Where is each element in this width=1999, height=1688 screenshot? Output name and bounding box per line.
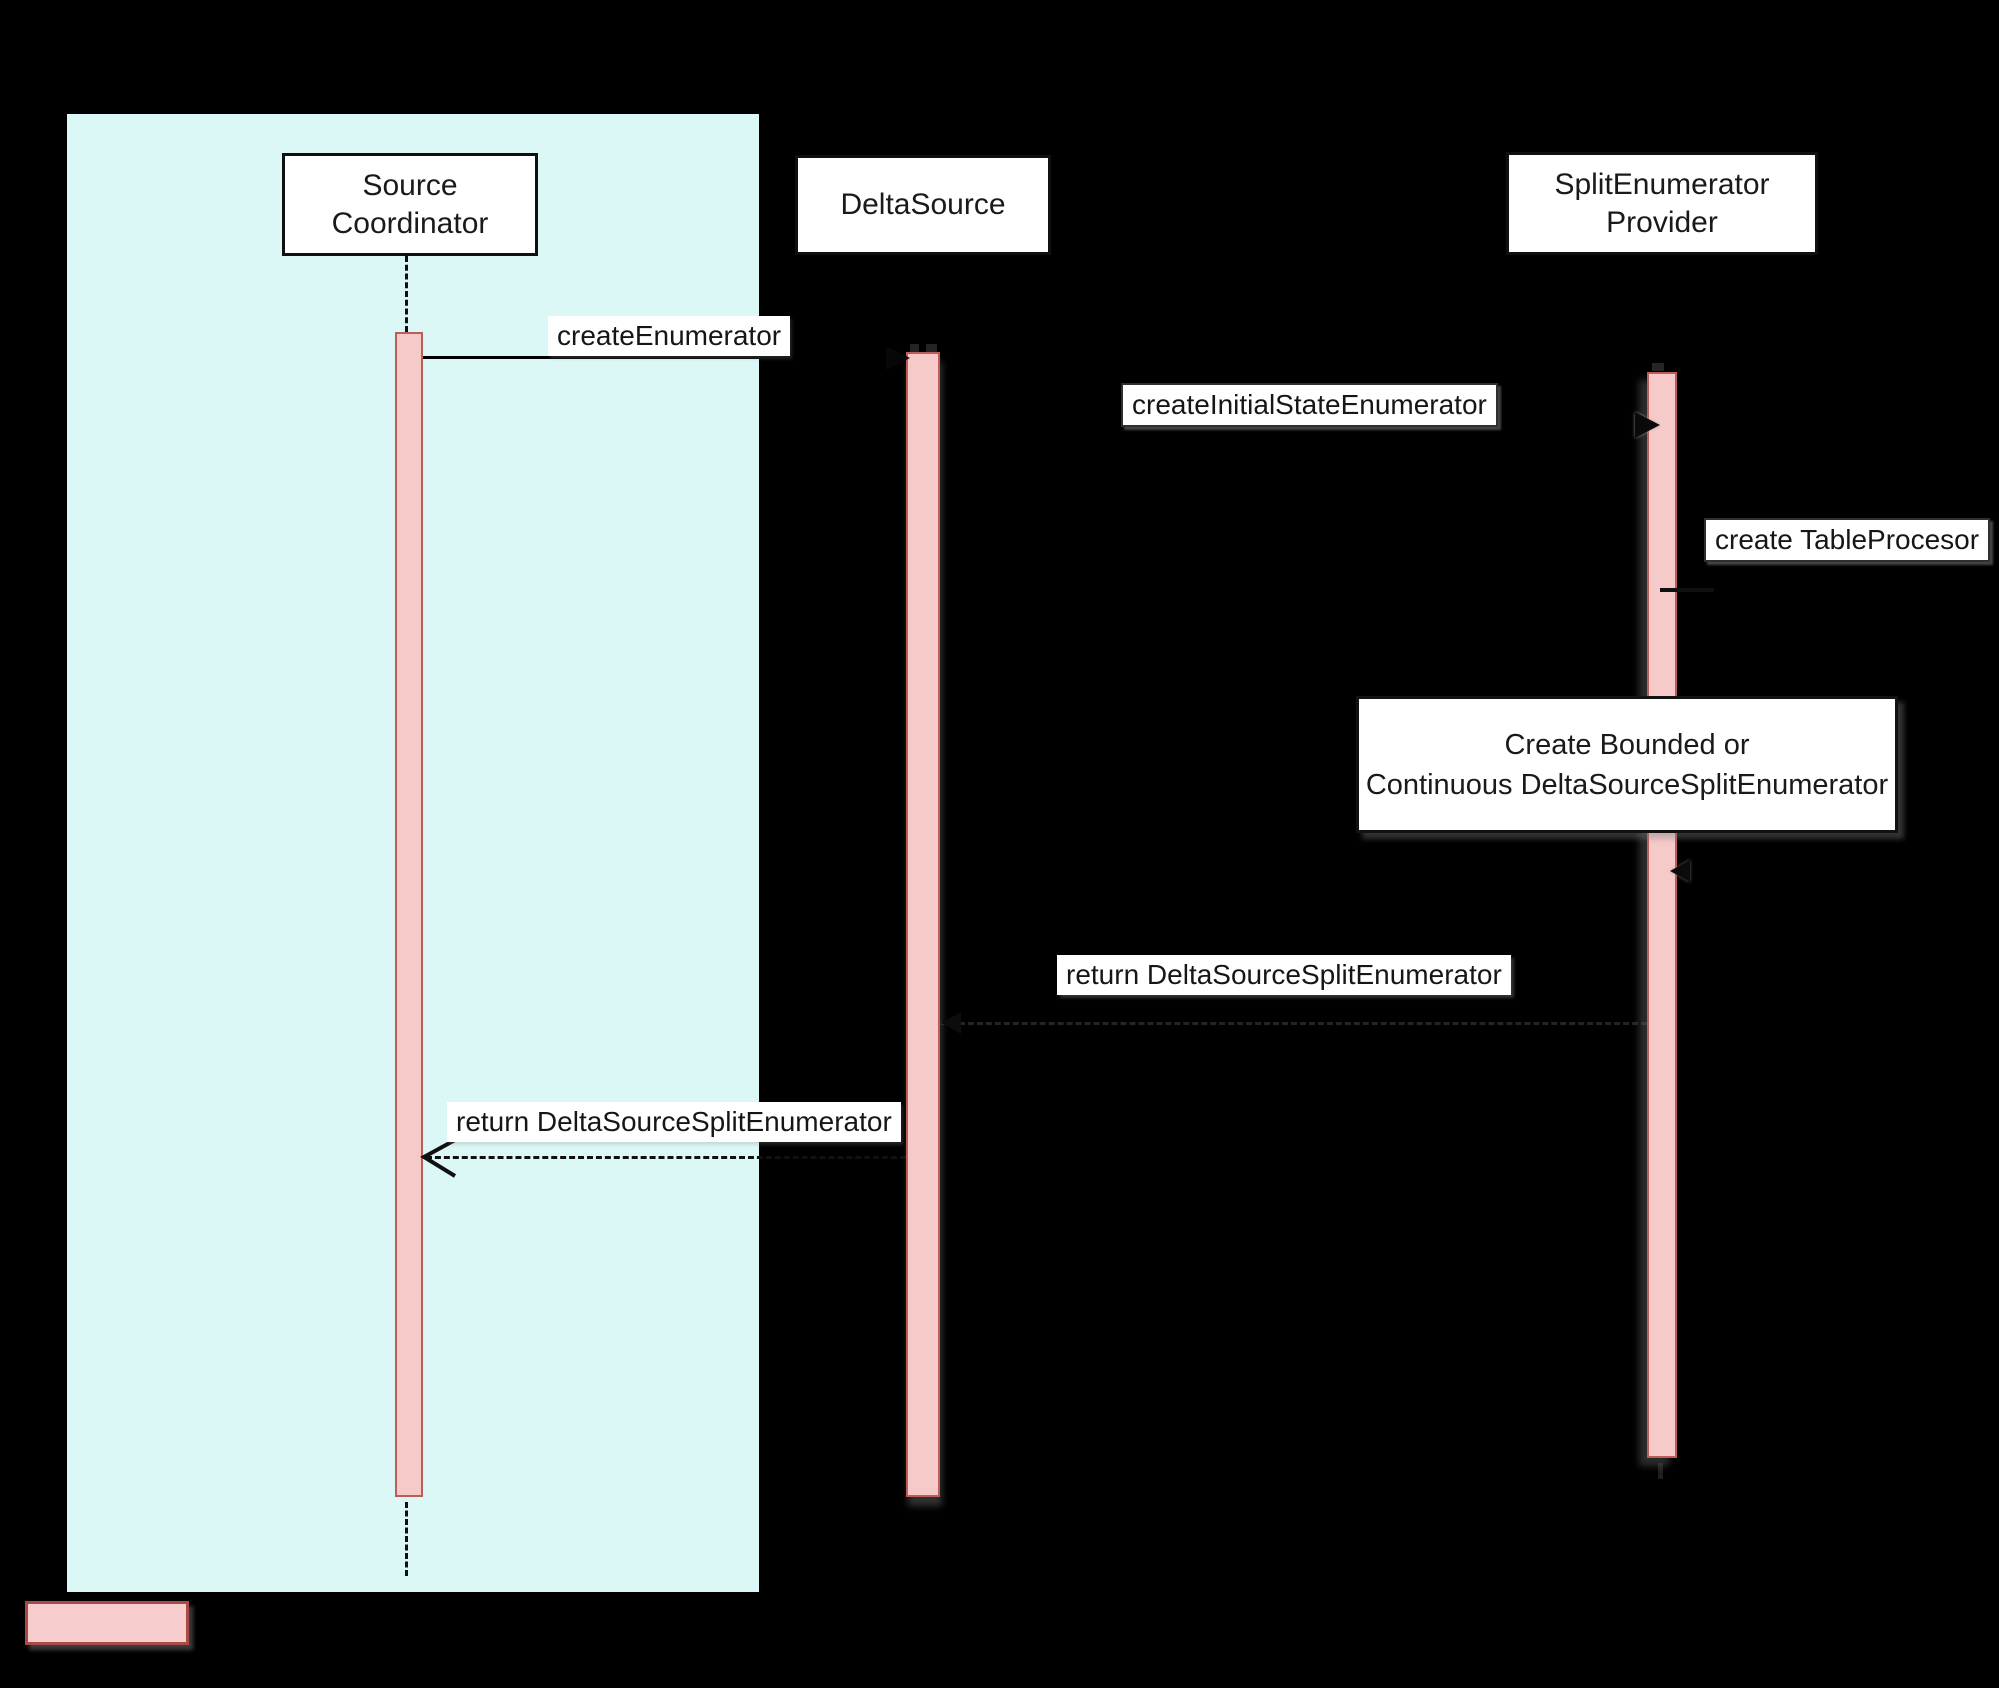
activation-bar-deltasource [906, 352, 940, 1497]
message-label-create-table-procesor: create TableProcesor [1704, 518, 1990, 562]
arrowhead-left-icon [941, 1012, 961, 1034]
arrowhead-artifact-mark [926, 344, 937, 352]
lifeline-source-coordinator-tail [405, 1502, 408, 1576]
arrowhead-artifact-mark [1652, 363, 1664, 371]
arrowhead-artifact-mark [910, 344, 919, 352]
participant-box-splitenumerator-provider [1506, 152, 1818, 255]
open-arrowhead-left-icon [419, 1136, 461, 1180]
lifeline-source-coordinator-top [405, 256, 408, 332]
participant-label-line: DeltaSource [840, 188, 1006, 221]
message-label-create-enumerator: createEnumerator [548, 316, 790, 356]
note-line: Create Bounded or [1504, 728, 1750, 761]
message-line-return-to-coordinator [426, 1156, 906, 1159]
participant-label-line: SplitEnumerator [1554, 167, 1770, 201]
message-label-return-to-deltasource: return DeltaSourceSplitEnumerator [1057, 955, 1511, 995]
arrowhead-right-icon [886, 346, 910, 370]
message-label-return-to-coordinator: return DeltaSourceSplitEnumerator [447, 1102, 901, 1142]
message-line-create-enumerator [423, 356, 940, 359]
activation-bar-source-coordinator [395, 332, 423, 1497]
participant-label-line: Provider [1606, 205, 1718, 239]
participant-label-line: Source [362, 168, 458, 202]
message-line-return-to-deltasource [941, 1022, 1647, 1025]
note-create-bounded-or-continuous [1356, 696, 1898, 833]
legend-activation-swatch [25, 1601, 189, 1645]
participant-box-source-coordinator [282, 153, 538, 256]
lifeline-split-provider-tail-dash [1658, 1463, 1663, 1479]
note-line: Continuous DeltaSourceSplitEnumerator [1365, 768, 1889, 801]
participant-label-line: Coordinator [331, 206, 489, 240]
message-line-create-table-procesor-return [1660, 588, 1714, 592]
arrowhead-right-icon [1635, 412, 1660, 438]
participant-box-deltasource [795, 155, 1051, 255]
message-label-create-initial-state-enumerator: createInitialStateEnumerator [1121, 383, 1498, 427]
arrowhead-left-icon [1670, 860, 1690, 882]
activation-bar-splitenumerator-provider [1647, 372, 1677, 1458]
